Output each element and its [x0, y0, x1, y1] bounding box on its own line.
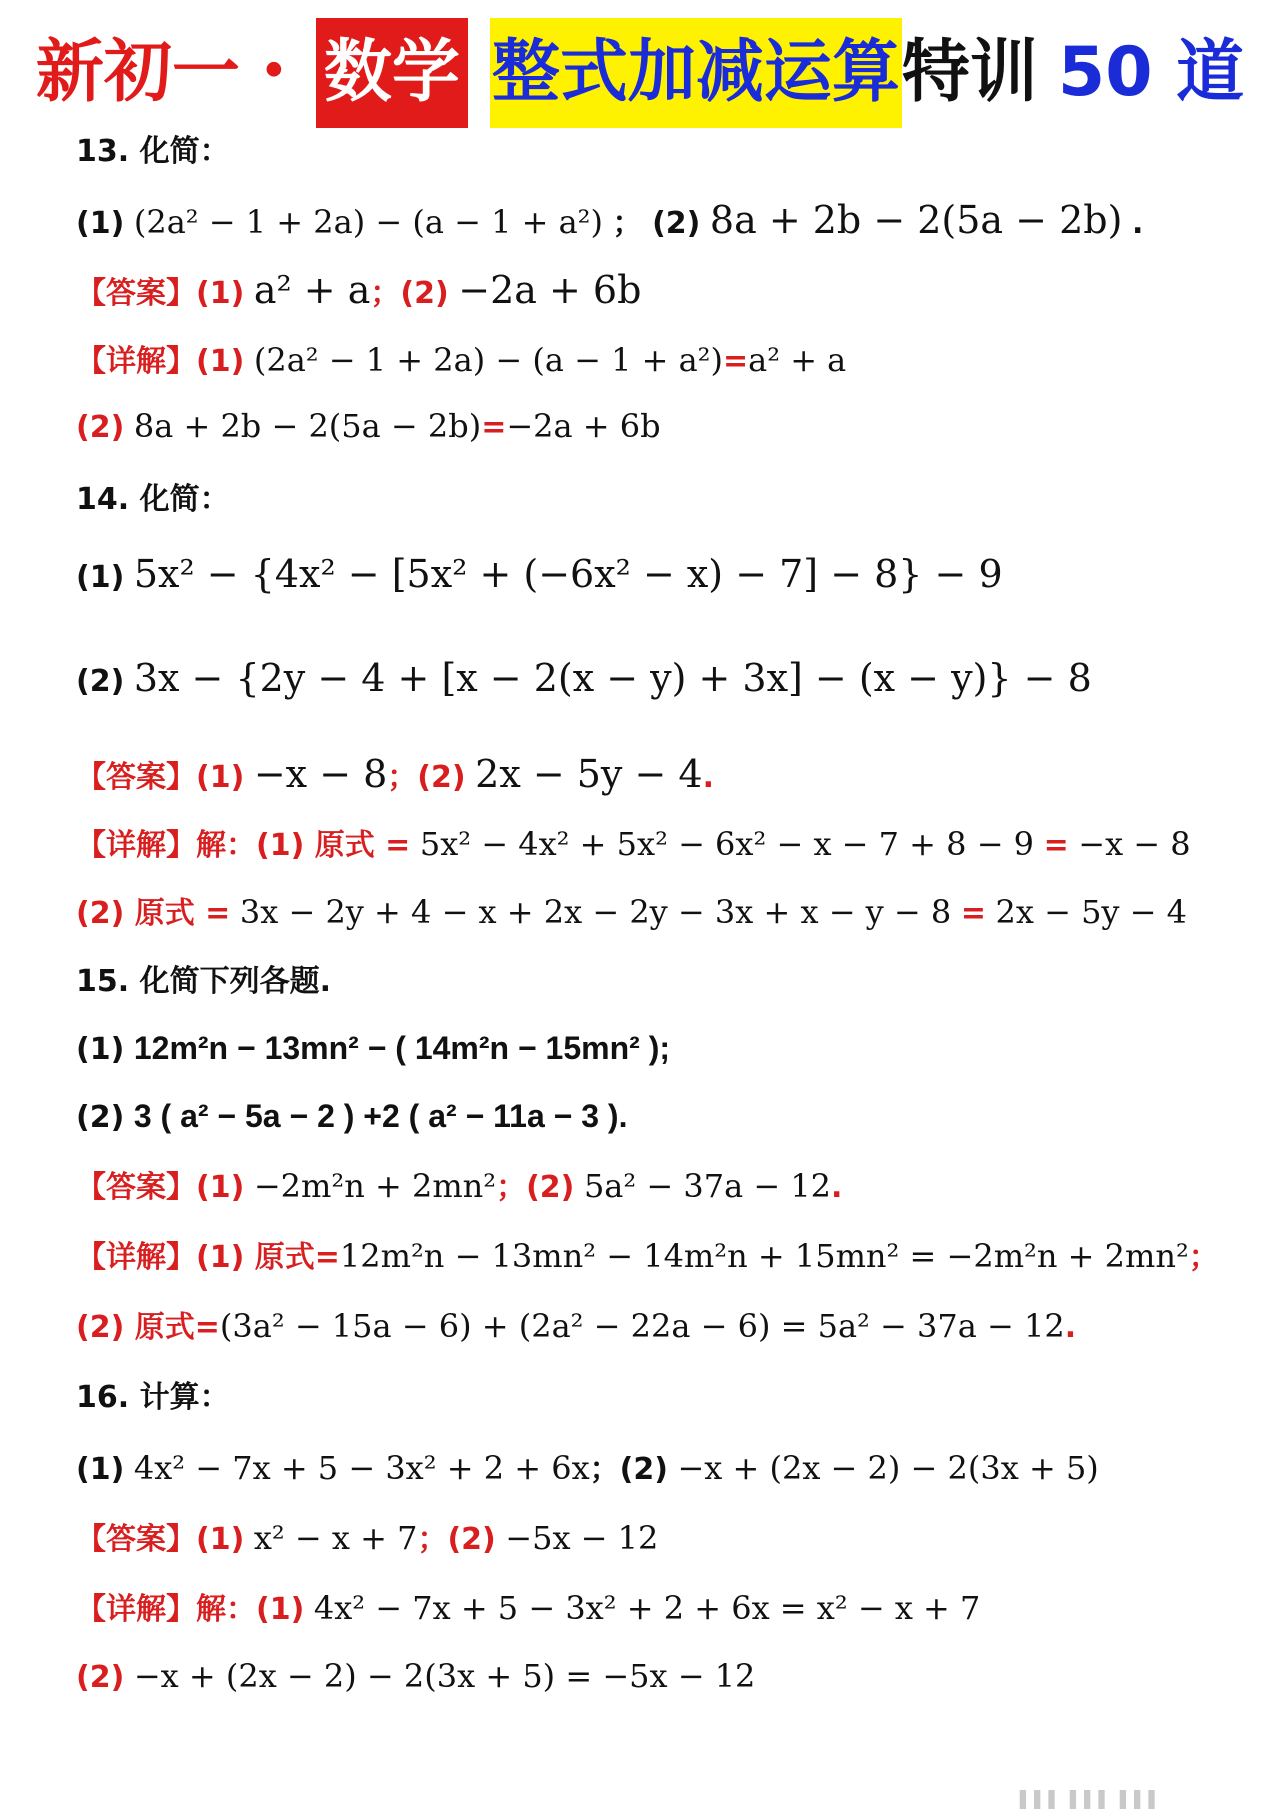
problem-16-statement: (1) 4x² − 7x + 5 − 3x² + 2 + 6x；(2) −x + (2x − 2) − 2(3x + 5) [76, 1449, 1099, 1487]
title-subject-badge: 数学 [316, 18, 468, 128]
problem-16-explain-2: (2) −x + (2x − 2) − 2(3x + 5) = −5x − 12 [76, 1657, 756, 1695]
watermark-decoration: ▌▌▌ ▌▌▌ ▌▌▌ [1020, 1790, 1163, 1809]
problem-15-explain-2: (2) 原式=(3a² − 15a − 6) + (2a² − 22a − 6) = 5a² − 37a − 12. [76, 1307, 1077, 1345]
problem-16-explain-1: 【详解】解：(1) 4x² − 7x + 5 − 3x² + 2 + 6x = x² − x + 7 [76, 1589, 981, 1627]
title-training: 特训 [901, 33, 1038, 112]
problem-14-statement-1: (1) 5x² − {4x² − [5x² + (−6x² − x) − 7] − 8} − 9 [76, 552, 1003, 596]
answer-tag: 【答案】 [76, 760, 196, 795]
problem-14-statement-2: (2) 3x − {2y − 4 + [x − 2(x − y) + 3x] − (x − y)} − 8 [76, 656, 1092, 700]
explain-tag: 【详解】 [76, 344, 196, 379]
problem-14-explain-1: 【详解】解：(1) 原式 = 5x² − 4x² + 5x² − 6x² − x − 7 + 8 − 9 = −x − 8 [76, 825, 1191, 863]
problem-15-answer: 【答案】(1) −2m²n + 2mn²；(2) 5a² − 37a − 12. [76, 1167, 843, 1205]
title-topic-highlight: 整式加减运算 [490, 18, 902, 128]
explain-tag: 【详解】 [76, 1240, 196, 1275]
problem-16-answer: 【答案】(1) x² − x + 7；(2) −5x − 12 [76, 1519, 659, 1557]
problem-16-title: 16. 计算： [76, 1380, 230, 1415]
answer-tag: 【答案】 [76, 276, 196, 311]
title-grade: 新初一・ [35, 33, 308, 112]
problem-14-explain-2: (2) 原式 = 3x − 2y + 4 − x + 2x − 2y − 3x + x − y − 8 = 2x − 5y − 4 [76, 893, 1188, 931]
problem-14-title: 14. 化简： [76, 482, 230, 517]
problem-15-statement-1: (1) 12m²n − 13mn² − ( 14m²n − 15mn² ); [76, 1030, 670, 1067]
explain-tag: 【详解】 [76, 1592, 196, 1627]
page-title [0, 18, 1280, 128]
problem-13-statement: (1) (2a² − 1 + 2a) − (a − 1 + a²) ； (2) 8a + 2b − 2(5a − 2b) . [76, 198, 1144, 242]
problem-15-title: 15. 化简下列各题. [76, 964, 331, 999]
problem-15-explain-1: 【详解】(1) 原式=12m²n − 13mn² − 14m²n + 15mn² = −2m²n + 2mn²； [76, 1237, 1219, 1275]
answer-tag: 【答案】 [76, 1170, 196, 1205]
answer-tag: 【答案】 [76, 1522, 196, 1557]
problem-13-explain-1: 【详解】(1) (2a² − 1 + 2a) − (a − 1 + a²)=a² + a [76, 341, 847, 379]
problem-13-title: 13. 化简： [76, 134, 230, 169]
problem-13-explain-2: (2) 8a + 2b − 2(5a − 2b)=−2a + 6b [76, 407, 661, 445]
problem-15-statement-2: (2) 3 ( a² − 5a − 2 ) +2 ( a² − 11a − 3 ). [76, 1098, 628, 1135]
problem-14-answer: 【答案】(1) −x − 8；(2) 2x − 5y − 4. [76, 752, 714, 796]
problem-13-answer: 【答案】(1) a² + a；(2) −2a + 6b [76, 268, 642, 312]
title-count: 50 道 [1057, 33, 1245, 112]
explain-tag: 【详解】 [76, 828, 196, 863]
